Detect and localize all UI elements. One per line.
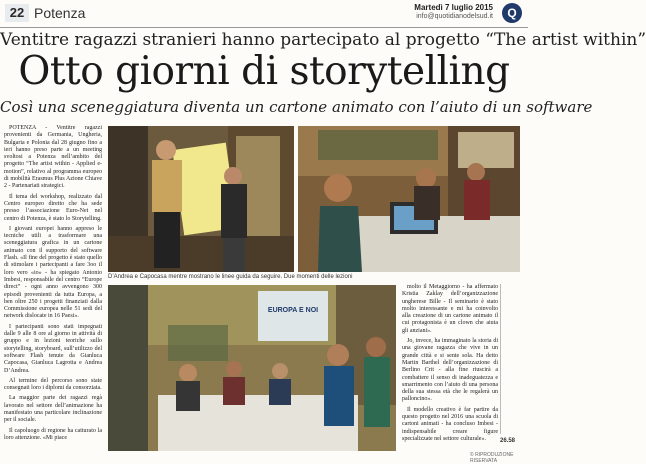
paragraph: I giovani europei hanno appreso le tecniche utili a trasformare una sceneggiatura grafica in un cartone animato con il supporto del software Flash. «Il fine del progetto è stato quello di stimolare i partecipanti a fare 3oo il loro vero «io» - ha spiegato Antonio Imbesi, responsabile del centro “Europe direct” - ogni anno avvengono 300 episodi provenienti da tutta Europa, a ben oltre 250 i progetti finanziati dalla Commissione europea nelle 51 sedi del network dislocate in 16 Paesi».: [4, 225, 102, 320]
paragraph: I partecipanti sono stati impegnati dalle 9 alle 8 ore al giorno in attività di gruppo e in lezioni teoriche sullo storytelling, storyboard, sull’utilizzo del software Flash tenute da Gianluca Capocasa, Gianluca Lagrotta e Andrea D’Andrea.: [4, 323, 102, 374]
paragraph: POTENZA - Ventitre ragazzi provenienti da Germania, Ungheria, Bulgaria e Polonia dal 28 giugno fino a ieri hanno preso parte a un meeting svoltosi a Potenza nell’ambito del progetto “The artist within - Applied e-motion”, relativo al programma europeo di mobilità Erasmus Plus Azione Chiave 2 - Partenariati strategici.: [4, 125, 102, 190]
article-headline: Otto giorni di storytelling: [18, 49, 510, 94]
classroom-sign: EUROPA E NOI: [267, 307, 319, 314]
photo-caption: D’Andrea e Capocasa mentre mostrano le linee guida da seguire. Due momenti delle lezioni: [108, 274, 353, 280]
paragraph: Il modello creativo è far partire da questo progetto nel 2016 una scuola di cartoni animati - ha concluso Imbesi - indispensabile creare figure specializzate nel settore culturale».: [402, 406, 498, 442]
paragraph: molto il Metaggiorno - ha affermato Kristia Zaklay dell’organizzazione ungherese Bille - Il seminario è stato molto interessante e mi ha coinvolto alla creazione di un cartone animato il cui protagonista è un clown che aiuta gli anziani».: [402, 284, 498, 334]
header-divider: [0, 27, 528, 28]
article-column-1: [4, 125, 102, 457]
paragraph: Jo, invece, ha immaginato la storia di una giovane ragazza che vive in un grande città e si sente sola. Ha detto Martin Barthel dell’organizzazione di Berlino Crit - alla fine riuscirà a combattere il senso di inadeguatezza e smarrimento con l’aiuto di una persona della sua stessa età che le regalerà un palloncino».: [402, 338, 498, 403]
page-reference: 26.58: [500, 438, 516, 444]
paragraph: Il capoluogo di regione ha catturato la loro attenzione. «Mi piace: [4, 427, 102, 441]
paragraph: La maggior parte dei ragazzi regà lavorato nel settore dell’animazione ha manifestato una particolare inclinazione per il sociale.: [4, 395, 102, 424]
article-column-2: [402, 284, 498, 442]
paragraph: Il tema del workshop, realizzato dal Centro europeo diretto che ha sede presso l’associazione Euro-Net nel centro di Potenza, è stato lo Storytelling.: [4, 193, 102, 222]
article-subtitle: Così una sceneggiatura diventa un cartone animato con l’aiuto di un software: [0, 98, 593, 116]
page-number: 22: [5, 4, 29, 22]
photo-presenters: [108, 126, 294, 272]
section-name: Potenza: [34, 5, 86, 21]
column-divider: [500, 284, 501, 434]
contact-email: info@quotidianodelsud.it: [416, 13, 493, 20]
paragraph: Al termine del percorso sono state consegnati loro i diplomi da consorziata.: [4, 377, 102, 392]
article-kicker: Ventitre ragazzi stranieri hanno partecipato al progetto “The artist within”: [0, 30, 646, 50]
copyright-note: © RIPRODUZIONE RISERVATA: [470, 452, 514, 464]
photo-students-laptops: [298, 126, 520, 272]
newspaper-logo: Q: [502, 3, 522, 23]
issue-date: Martedì 7 luglio 2015: [414, 3, 493, 12]
photo-classroom: [108, 285, 396, 451]
